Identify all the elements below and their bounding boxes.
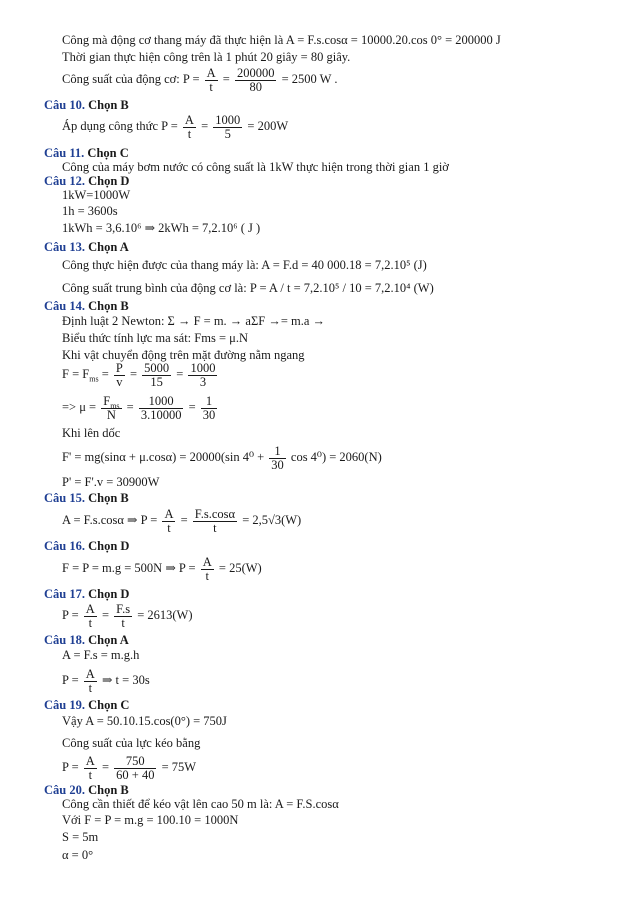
fraction: $\frac{F_{ms}}{N}$	[103, 393, 120, 422]
formula-line: $F = F_{ms}$ = $\frac{P}{v}$ = $\frac{5000}{15}$ = $\frac{1000}{3}$	[62, 360, 216, 389]
formula-line: F' = mg(sinα + μ.cosα) = 20000(sin 4⁰ + $\frac{1}{30}$ cos 4⁰) = 2060(N)	[62, 443, 382, 472]
formula-line: F = P = m.g = 500N ⇒ P = $\frac{A}{t}$ = 25(W)	[62, 554, 262, 583]
text-line: 1h = 3600s	[62, 204, 118, 218]
formula-line: P = $\frac{A}{t}$ = $\frac{F.s}{t}$ = 2613(W)	[62, 601, 193, 630]
fraction: $\frac{200000}{80}$	[236, 65, 275, 94]
formula-line: A = F.s.cosα ⇒ P = $\frac{A}{t}$ = $\frac{F.s.\cos\alpha}{t}$ = 2,5√3(W)	[62, 506, 302, 535]
fraction: $\frac{A}{t}$	[202, 554, 212, 583]
text-line: Định luật 2 Newton: Σ → F = m. → aΣF →= m.a →	[62, 314, 326, 328]
text-line: Biểu thức tính lực ma sát: Fms = μ.N	[62, 331, 248, 345]
formula-line: P = $\frac{A}{t}$ ⇒ t = 30s	[62, 666, 150, 695]
text-line: P' = F'.v = 30900W	[62, 475, 160, 489]
text-line: A = F.s = m.g.h	[62, 648, 140, 662]
text-line: Công thực hiện được của thang máy là: A = F.d = 40 000.18 = 7,2.10⁵ (J)	[62, 258, 427, 272]
question-heading: Câu 10. Chọn B	[44, 98, 129, 112]
question-heading: Câu 14. Chọn B	[44, 299, 129, 313]
question-heading: Câu 12. Chọn D	[44, 174, 130, 188]
question-heading: Câu 11. Chọn C	[44, 146, 129, 160]
fraction: $\frac{1000}{3}$	[190, 360, 216, 389]
text-line: Thời gian thực hiện công trên là 1 phút 20 giây = 80 giây.	[62, 50, 351, 64]
text-line: 1kW=1000W	[62, 188, 131, 202]
text-line: Công suất của lực kéo bằng	[62, 736, 201, 750]
fraction: $\frac{750}{60 + 40}$	[116, 753, 155, 782]
text-line: 1kWh = 3,6.10⁶ ⇒ 2kWh = 7,2.10⁶ ( J )	[62, 221, 261, 235]
text-line: Khi lên dốc	[62, 426, 121, 440]
question-heading: Câu 19. Chọn C	[44, 698, 130, 712]
text-line: Công suất trung bình của động cơ là: P = A / t = 7,2.10⁵ / 10 = 7,2.10⁴ (W)	[62, 281, 434, 295]
fraction: $\frac{A}{t}$	[206, 65, 216, 94]
fraction: $\frac{A}{t}$	[85, 601, 95, 630]
fraction: $\frac{1000}{5}$	[215, 112, 241, 141]
fraction: $\frac{A}{t}$	[164, 506, 174, 535]
question-heading: Câu 15. Chọn B	[44, 491, 129, 505]
text-line: Công mà động cơ thang máy đã thực hiện là A = F.s.cosα = 10000.20.cos 0° = 200000 J	[62, 33, 501, 47]
fraction: $\frac{F.s.\cos\alpha}{t}$	[194, 506, 236, 535]
question-heading: Câu 20. Chọn B	[44, 783, 129, 797]
text-line: Công của máy bơm nước có công suất là 1kW thực hiện trong thời gian 1 giờ	[62, 160, 449, 174]
text-line: Với F = P = m.g = 100.10 = 1000N	[62, 813, 239, 827]
fraction: $\frac{F.s}{t}$	[116, 601, 131, 630]
text-line: Công cần thiết để kéo vật lên cao 50 m là: A = F.S.cosα	[62, 797, 339, 811]
formula-text: Công suất của động cơ: P =	[62, 72, 200, 86]
text-line: Khi vật chuyển động trên mặt đường nằm ngang	[62, 348, 305, 362]
formula-line: => μ = $\frac{F_{ms}}{N}$ = $\frac{1000}{3.10000}$ = $\frac{1}{30}$	[62, 393, 216, 422]
fraction: $\frac{5000}{15}$	[144, 360, 170, 389]
fraction: $\frac{P}{v}$	[115, 360, 123, 389]
question-heading: Câu 13. Chọn A	[44, 240, 129, 254]
question-heading: Câu 16. Chọn D	[44, 539, 130, 553]
fraction: $\frac{1000}{3.10000}$	[140, 393, 182, 422]
fraction: $\frac{1}{30}$	[202, 393, 216, 422]
fraction: $\frac{A}{t}$	[184, 112, 194, 141]
formula-line: Áp dụng công thức P = $\frac{A}{t}$ = $\frac{1000}{5}$ = 200W	[62, 112, 289, 141]
fraction: $\frac{A}{t}$	[85, 666, 95, 695]
formula-line: P = $\frac{A}{t}$ = $\frac{750}{60 + 40}$ = 75W	[62, 753, 197, 782]
question-heading: Câu 17. Chọn D	[44, 587, 130, 601]
question-heading: Câu 18. Chọn A	[44, 633, 129, 647]
formula-line: Công suất của động cơ: P = $\frac{A}{t}$ = $\frac{200000}{80}$ = 2500 W .	[62, 65, 338, 94]
text-line: α = 0°	[62, 848, 94, 862]
text-line: S = 5m	[62, 830, 99, 844]
fraction: $\frac{A}{t}$	[85, 753, 95, 782]
fraction: $\frac{1}{30}$	[271, 443, 284, 472]
text-line: Vậy A = 50.10.15.cos(0°) = 750J	[62, 714, 227, 728]
